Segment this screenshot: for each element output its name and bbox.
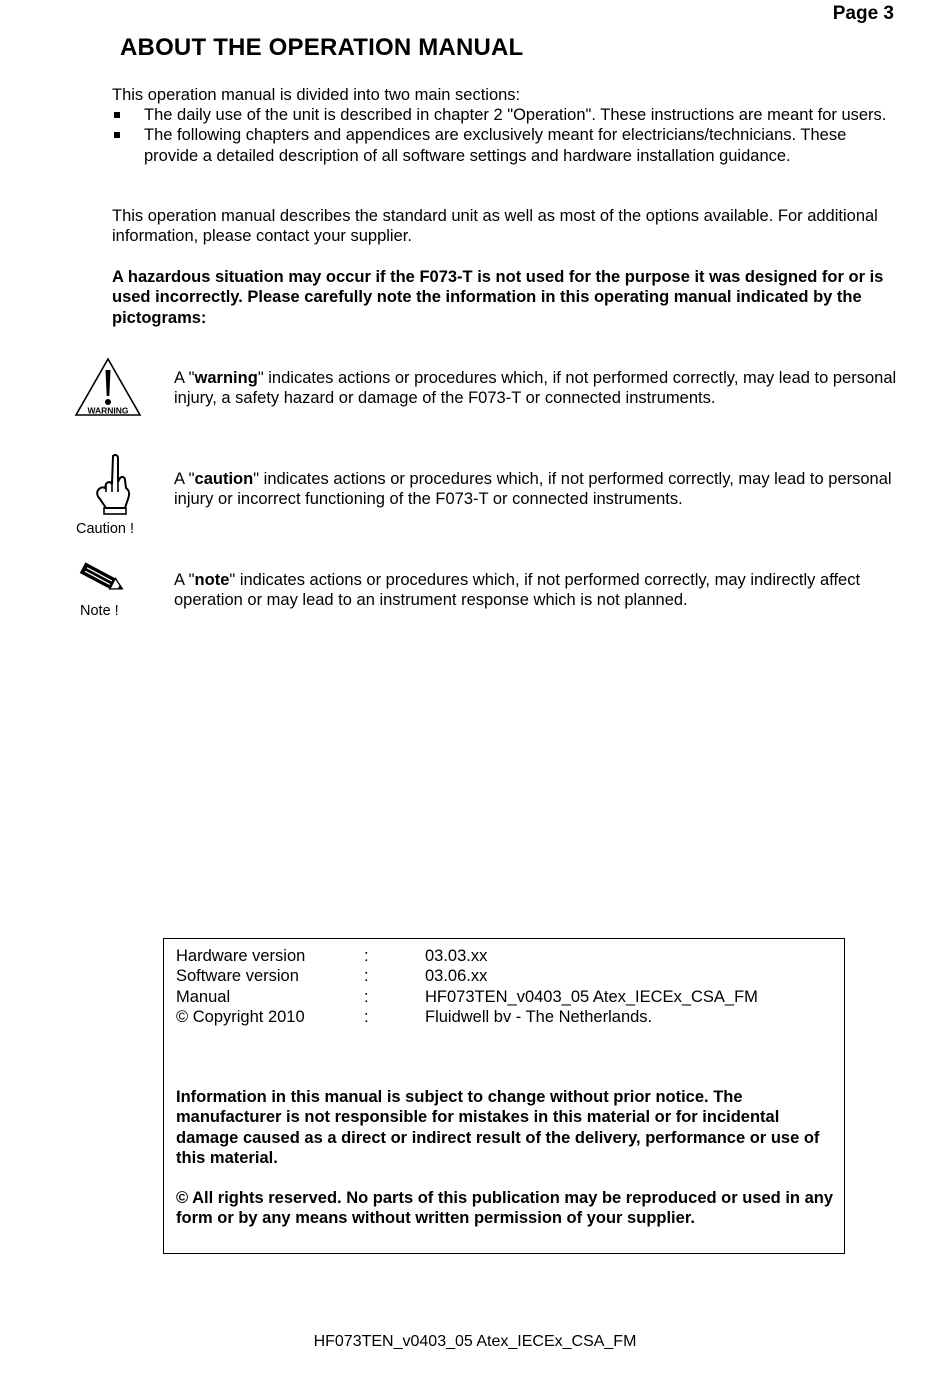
warning-keyword: warning xyxy=(194,369,258,387)
caution-pictogram xyxy=(76,452,146,537)
table-row xyxy=(176,946,758,966)
version-separator: : xyxy=(364,987,369,1006)
version-value: HF073TEN_v0403_05 Atex_IECEx_CSA_FM xyxy=(425,987,758,1006)
table-row xyxy=(176,987,758,1007)
intro-lead: This operation manual is divided into two main sections: xyxy=(112,86,521,104)
caution-text: " indicates actions or procedures which, if not performed correctly, may lead to personal injury or incorrect functioning of the F073-T or connected instruments. xyxy=(174,470,892,509)
pencil-icon xyxy=(76,560,128,596)
page-footer: HF073TEN_v0403_05 Atex_IECEx_CSA_FM xyxy=(313,1333,637,1350)
pointing-hand-icon xyxy=(84,452,140,516)
table-row xyxy=(176,1007,758,1027)
caution-icon-label: Caution ! xyxy=(76,521,135,537)
warning-icon-label: WARNING xyxy=(87,405,129,416)
version-value: 03.03.xx xyxy=(425,947,488,965)
version-separator: : xyxy=(364,947,369,965)
version-table xyxy=(176,946,758,1027)
bullet-text: The daily use of the unit is described in chapter 2 "Operation". These instructions are meant for users. xyxy=(144,106,887,124)
warning-pictogram xyxy=(74,356,142,423)
scope-paragraph: This operation manual describes the standard unit as well as most of the options available. For additional information, please contact your supplier. xyxy=(112,207,878,246)
caution-prefix: A " xyxy=(174,470,195,488)
note-icon-label: Note ! xyxy=(80,603,119,619)
page-number: Page 3 xyxy=(832,3,894,24)
hazard-statement: A hazardous situation may occur if the F073-T is not used for the purpose it was designed for or is used incorrectly. Please carefully note the information in this operating manual indicated by the pictograms: xyxy=(112,268,884,327)
table-row xyxy=(176,966,758,986)
page-title: ABOUT THE OPERATION MANUAL xyxy=(120,34,524,61)
bullet-square-icon xyxy=(114,132,120,138)
note-keyword: note xyxy=(194,571,230,589)
warning-text: " indicates actions or procedures which, if not performed correctly, may lead to personal injury, a safety hazard or damage of the F073-T or connected instruments. xyxy=(174,369,897,408)
note-pictogram xyxy=(76,560,136,619)
intro-bullet-list xyxy=(112,105,902,166)
version-info-box xyxy=(163,938,845,1254)
warning-prefix: A " xyxy=(174,369,195,387)
bullet-text: The following chapters and appendices are exclusively meant for electricians/technicians. These provide a detailed description of all software settings and hardware installation guidance. xyxy=(144,126,847,165)
note-description xyxy=(174,570,904,611)
version-value: 03.06.xx xyxy=(425,967,488,986)
list-item xyxy=(112,125,902,166)
version-separator: : xyxy=(364,1007,369,1026)
note-prefix: A " xyxy=(174,571,195,589)
version-value: Fluidwell bv - The Netherlands. xyxy=(425,1007,653,1026)
rights-notice: © All rights reserved. No parts of this publication may be reproduced or used in any form or by any means without written permission of your supplier. xyxy=(176,1189,834,1228)
warning-description xyxy=(174,368,904,409)
disclaimer-notice: Information in this manual is subject to change without prior notice. The manufacturer is not responsible for mistakes in this material or for incidental damage caused as a direct or indirect result of the delivery, performance or use of this material. xyxy=(176,1088,820,1167)
version-separator: : xyxy=(364,967,369,986)
version-label: © Copyright 2010 xyxy=(176,1007,305,1026)
warning-triangle-icon xyxy=(74,356,142,418)
caution-keyword: caution xyxy=(194,470,254,488)
caution-description xyxy=(174,469,904,510)
bullet-square-icon xyxy=(114,112,120,118)
note-text: " indicates actions or procedures which, if not performed correctly, may indirectly affect operation or may lead to an instrument response which is not planned. xyxy=(174,571,861,610)
version-label: Hardware version xyxy=(176,947,306,965)
version-label: Manual xyxy=(176,987,231,1006)
list-item xyxy=(112,105,902,125)
version-label: Software version xyxy=(176,967,299,986)
